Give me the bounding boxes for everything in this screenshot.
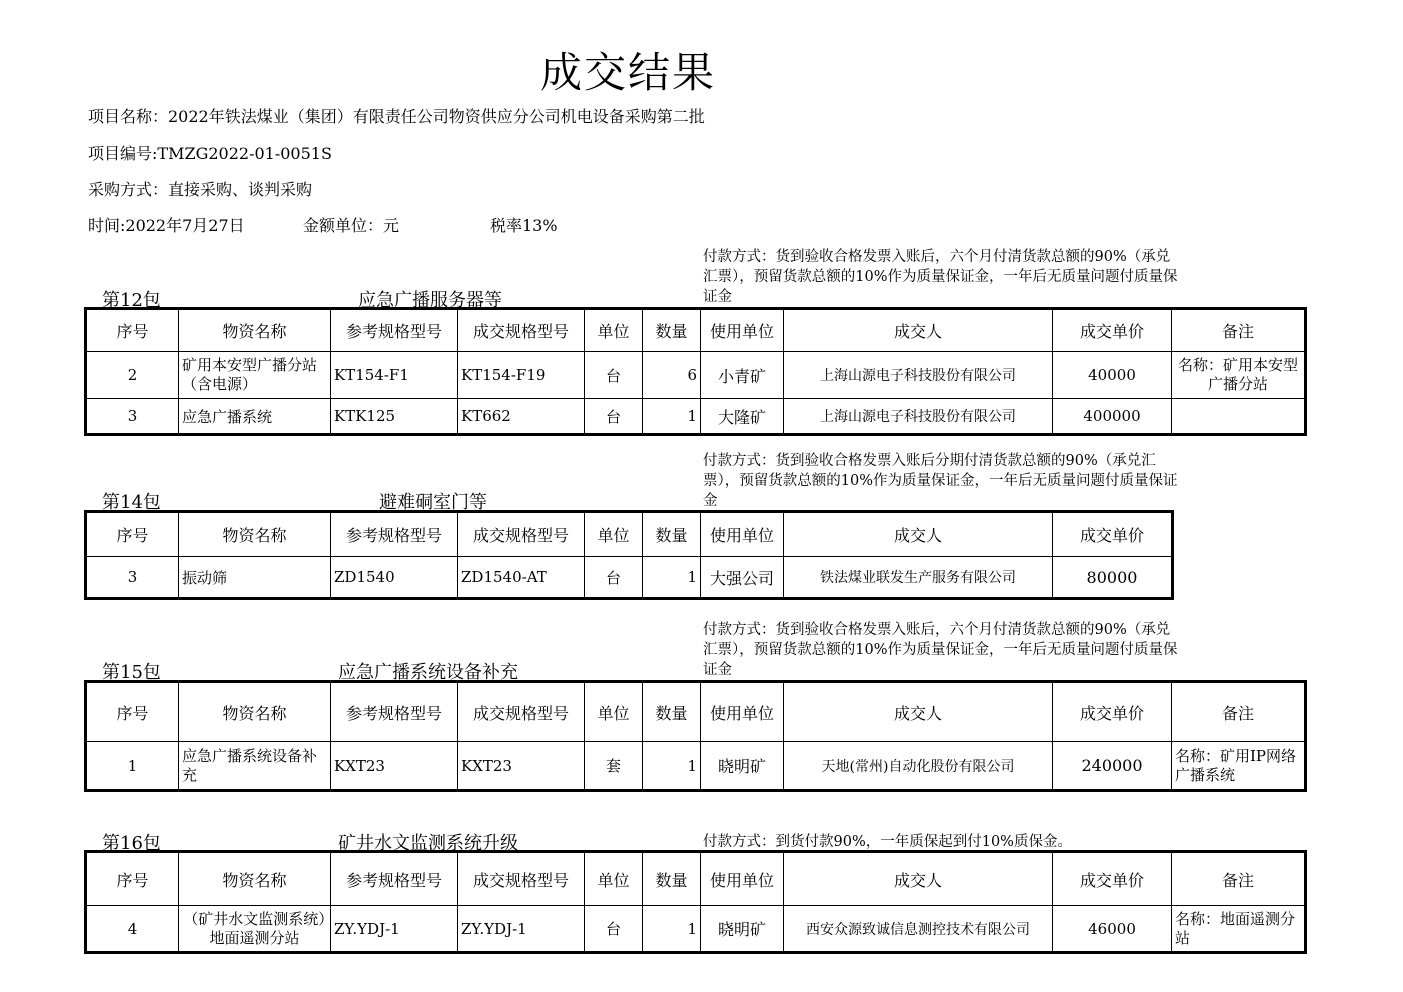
- cell-unit: 套: [585, 742, 643, 791]
- package-15-table: [84, 680, 1307, 792]
- cell-ref-spec: ZY.YDJ-1: [331, 906, 458, 953]
- package-14-label: 第14包: [102, 492, 161, 513]
- tax-rate: 税率13%: [490, 216, 558, 235]
- package-16-name: 矿井水文监测系统升级: [338, 833, 518, 854]
- table-row: [86, 906, 1306, 953]
- cell-ref-spec: KXT23: [331, 742, 458, 791]
- package-12-table: [84, 307, 1307, 436]
- header-remark: 备注: [1172, 852, 1306, 906]
- cell-remark: 名称：地面遥测分站: [1172, 906, 1306, 953]
- package-15-name: 应急广播系统设备补充: [338, 662, 518, 683]
- cell-ref-spec: ZD1540: [331, 557, 458, 599]
- header-ref-spec: 参考规格型号: [331, 682, 458, 742]
- cell-qty: 1: [643, 399, 701, 435]
- header-unit: 单位: [585, 852, 643, 906]
- cell-item: 振动筛: [179, 557, 331, 599]
- header-price: 成交单价: [1053, 512, 1173, 557]
- package-12-payment-terms: 付款方式：货到验收合格发票入账后，六个月付清货款总额的90%（承兑汇票），预留货款总额的10%作为质量保证金，一年后无质量问题付质量保证金: [703, 249, 1178, 305]
- package-12-name: 应急广播服务器等: [358, 290, 502, 311]
- currency-unit: 金额单位：元: [303, 216, 400, 235]
- header-user: 使用单位: [701, 682, 784, 742]
- cell-price: 80000: [1053, 557, 1173, 599]
- package-15-label: 第15包: [102, 662, 161, 683]
- header-item: 物资名称: [179, 852, 331, 906]
- header-ref-spec: 参考规格型号: [331, 852, 458, 906]
- header-vendor: 成交人: [784, 512, 1053, 557]
- package-14-name: 避难硐室门等: [379, 492, 487, 513]
- header-item: 物资名称: [179, 512, 331, 557]
- table-row: [86, 742, 1306, 791]
- header-item: 物资名称: [179, 682, 331, 742]
- header-price: 成交单价: [1053, 682, 1172, 742]
- cell-ref-spec: KT154-F1: [331, 352, 458, 399]
- cell-price: 400000: [1053, 399, 1172, 435]
- cell-deal-spec: KT662: [458, 399, 585, 435]
- project-name: 项目名称：2022年铁法煤业（集团）有限责任公司物资供应分公司机电设备采购第二批: [88, 107, 705, 126]
- cell-qty: 1: [643, 906, 701, 953]
- cell-unit: 台: [585, 557, 643, 599]
- header-price: 成交单价: [1053, 309, 1172, 352]
- cell-unit: 台: [585, 352, 643, 399]
- package-16-label: 第16包: [102, 833, 161, 854]
- package-15-payment-terms: 付款方式：货到验收合格发票入账后，六个月付清货款总额的90%（承兑汇票），预留货款总额的10%作为质量保证金，一年后无质量问题付质量保证金: [703, 622, 1178, 678]
- header-ref-spec: 参考规格型号: [331, 309, 458, 352]
- header-qty: 数量: [643, 682, 701, 742]
- cell-remark: 名称：矿用IP网络广播系统: [1172, 742, 1306, 791]
- table-header-row: [86, 852, 1306, 906]
- table-row: [86, 399, 1306, 435]
- cell-no: 2: [86, 352, 179, 399]
- table-header-row: [86, 309, 1306, 352]
- table-row: [86, 557, 1173, 599]
- header-unit: 单位: [585, 512, 643, 557]
- table-row: [86, 352, 1306, 399]
- header-no: 序号: [86, 512, 179, 557]
- package-12-label: 第12包: [102, 290, 161, 311]
- header-no: 序号: [86, 309, 179, 352]
- cell-deal-spec: KXT23: [458, 742, 585, 791]
- header-deal-spec: 成交规格型号: [458, 309, 585, 352]
- header-user: 使用单位: [701, 512, 784, 557]
- cell-price: 46000: [1053, 906, 1172, 953]
- cell-vendor: 西安众源致诚信息测控技术有限公司: [784, 906, 1053, 953]
- header-user: 使用单位: [701, 852, 784, 906]
- cell-price: 240000: [1053, 742, 1172, 791]
- cell-no: 4: [86, 906, 179, 953]
- header-qty: 数量: [643, 309, 701, 352]
- header-price: 成交单价: [1053, 852, 1172, 906]
- cell-qty: 6: [643, 352, 701, 399]
- cell-no: 1: [86, 742, 179, 791]
- header-vendor: 成交人: [784, 682, 1053, 742]
- cell-item: （矿井水文监测系统）地面遥测分站: [179, 906, 331, 953]
- cell-vendor: 铁法煤业联发生产服务有限公司: [784, 557, 1053, 599]
- header-ref-spec: 参考规格型号: [331, 512, 458, 557]
- header-deal-spec: 成交规格型号: [458, 682, 585, 742]
- table-header-row: [86, 512, 1173, 557]
- cell-vendor: 天地(常州)自动化股份有限公司: [784, 742, 1053, 791]
- cell-no: 3: [86, 399, 179, 435]
- cell-no: 3: [86, 557, 179, 599]
- package-16-table: [84, 850, 1307, 954]
- cell-unit: 台: [585, 399, 643, 435]
- cell-vendor: 上海山源电子科技股份有限公司: [784, 399, 1053, 435]
- cell-ref-spec: KTK125: [331, 399, 458, 435]
- cell-remark: 名称：矿用本安型广播分站: [1172, 352, 1306, 399]
- purchase-method: 采购方式：直接采购、谈判采购: [88, 180, 313, 199]
- cell-remark: [1172, 399, 1306, 435]
- cell-deal-spec: KT154-F19: [458, 352, 585, 399]
- header-deal-spec: 成交规格型号: [458, 512, 585, 557]
- cell-unit: 台: [585, 906, 643, 953]
- cell-user: 大强公司: [701, 557, 784, 599]
- project-number: 项目编号:TMZG2022-01-0051S: [88, 144, 332, 163]
- header-no: 序号: [86, 682, 179, 742]
- header-qty: 数量: [643, 852, 701, 906]
- cell-price: 40000: [1053, 352, 1172, 399]
- header-unit: 单位: [585, 682, 643, 742]
- header-no: 序号: [86, 852, 179, 906]
- package-14-table: [84, 510, 1174, 600]
- cell-qty: 1: [643, 742, 701, 791]
- cell-deal-spec: ZD1540-AT: [458, 557, 585, 599]
- header-deal-spec: 成交规格型号: [458, 852, 585, 906]
- cell-vendor: 上海山源电子科技股份有限公司: [784, 352, 1053, 399]
- cell-deal-spec: ZY.YDJ-1: [458, 906, 585, 953]
- cell-user: 大隆矿: [701, 399, 784, 435]
- header-remark: 备注: [1172, 309, 1306, 352]
- package-14-payment-terms: 付款方式：货到验收合格发票入账后分期付清货款总额的90%（承兑汇票），预留货款总额的10%作为质量保证金，一年后无质量问题付质量保证金: [703, 453, 1178, 509]
- package-16-payment-terms: 付款方式：到货付款90%，一年质保起到付10%质保金。: [703, 834, 1072, 850]
- header-user: 使用单位: [701, 309, 784, 352]
- header-vendor: 成交人: [784, 852, 1053, 906]
- cell-user: 小青矿: [701, 352, 784, 399]
- page-title: 成交结果: [539, 48, 716, 97]
- table-header-row: [86, 682, 1306, 742]
- header-qty: 数量: [643, 512, 701, 557]
- date: 时间:2022年7月27日: [88, 216, 245, 235]
- cell-item: 应急广播系统: [179, 399, 331, 435]
- cell-user: 晓明矿: [701, 742, 784, 791]
- header-vendor: 成交人: [784, 309, 1053, 352]
- cell-user: 晓明矿: [701, 906, 784, 953]
- header-unit: 单位: [585, 309, 643, 352]
- cell-item: 应急广播系统设备补充: [179, 742, 331, 791]
- header-remark: 备注: [1172, 682, 1306, 742]
- cell-qty: 1: [643, 557, 701, 599]
- cell-item: 矿用本安型广播分站（含电源）: [179, 352, 331, 399]
- header-item: 物资名称: [179, 309, 331, 352]
